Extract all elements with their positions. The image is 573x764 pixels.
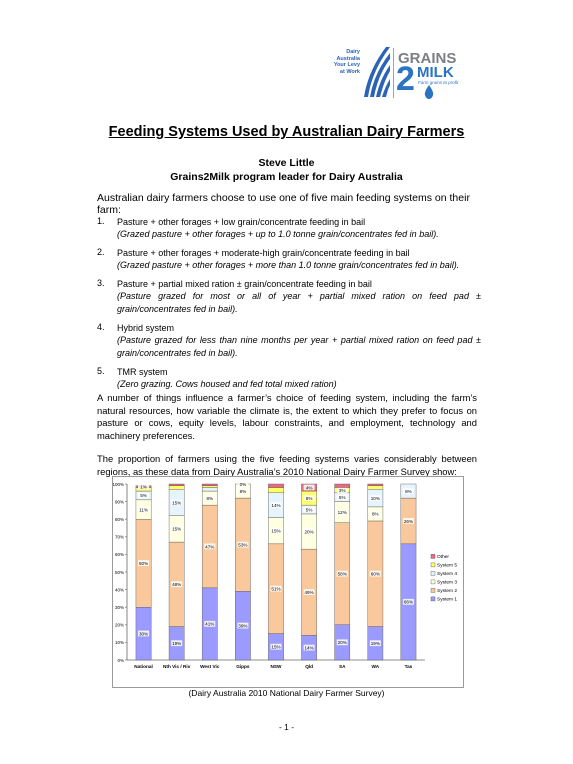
data-label: 20% [337, 640, 347, 646]
list-item [97, 278, 481, 316]
category-label: National [134, 664, 153, 669]
data-label: 0% [239, 481, 247, 487]
logo-line: Your Levy [333, 62, 360, 69]
author-block [0, 156, 573, 184]
bar-segment-other [268, 484, 283, 488]
y-tick-label: 70% [114, 534, 124, 540]
grains2milk-two: 2 [396, 60, 415, 98]
list-item [97, 366, 481, 391]
item-number: 5. [97, 366, 105, 376]
bar-segment-other [169, 484, 184, 486]
intro-text: Australian dairy farmers choose to use one of five main feeding systems on their farm: [97, 192, 470, 216]
data-label: 26% [403, 518, 414, 524]
category-label: Nth Vic / Riv [163, 664, 191, 669]
y-tick-label: 90% [114, 499, 124, 505]
category-label: NSW [270, 664, 282, 669]
bar-segment-system-5 [268, 488, 283, 493]
bar-segment-system-5 [368, 486, 383, 490]
item-label: Pasture + partial mixed ration ± grain/concentrate feeding in bail [117, 279, 372, 289]
page-number: - 1 - [278, 722, 295, 732]
data-label: 30% [138, 631, 149, 637]
data-label: 53% [238, 542, 248, 548]
milk-drop-icon [423, 85, 435, 99]
bar-segment-system-5 [169, 486, 184, 490]
list-item [97, 322, 481, 360]
data-label: 20% [304, 529, 314, 535]
item-description: (Pasture grazed for less than nine months per year + partial mixed ration on feed pad ± grain/concentrates fed in bail). [117, 335, 481, 358]
data-label: 19% [172, 641, 182, 647]
category-label: Gipps [236, 664, 250, 669]
bar-segment-other [202, 484, 217, 486]
grains2milk-tagline: Farm grains to profit [418, 80, 459, 85]
legend-swatch [431, 554, 435, 558]
logo-line: Australia [336, 55, 360, 62]
category-label: Tas [404, 664, 413, 669]
legend-label: Other [437, 555, 449, 560]
y-tick-label: 100% [113, 481, 124, 487]
item-number: 2. [97, 247, 105, 257]
data-label: 14% [304, 645, 314, 651]
category-label: West Vic [200, 664, 220, 669]
data-label: 15% [271, 528, 281, 534]
data-label: 19% [370, 641, 380, 647]
logo-line: Dairy [346, 49, 360, 55]
list-item [97, 247, 481, 272]
data-label: 3% [338, 487, 346, 493]
legend-label: System 1 [437, 597, 457, 603]
data-label: 48% [172, 582, 182, 588]
data-label: 12% [337, 509, 347, 515]
body-paragraph: A number of things influence a farmer’s choice of feeding system, including the farm’s natural resources, how variable the climate is, the extent to which they prefer to focus on pasture or cows, equity levels, labour constraints, and employment, technology and machinery preferences. [97, 392, 477, 441]
item-number: 3. [97, 278, 105, 288]
data-label: 60% [370, 571, 380, 577]
data-label: 5% [140, 493, 147, 499]
bar-segment-other [368, 484, 383, 486]
body-paragraph: The proportion of farmers using the five feeding systems varies considerably between regions, as these data from Dairy Australia’s 2010 National Dairy Farmer Survey show: [97, 453, 477, 477]
legend-swatch [431, 563, 435, 567]
legend-swatch [431, 571, 435, 575]
stacked-bar-chart [112, 476, 464, 688]
item-label: Hybrid system [117, 323, 175, 333]
data-label: 10% [370, 495, 380, 501]
item-description: (Pasture grazed for most or all of year + partial mixed ration on feed pad ± grain/concentrates fed in bail). [117, 291, 481, 314]
item-description: (Grazed pasture + other forages + more than 1.0 tonne grain/concentrates fed in bail). [117, 260, 460, 270]
grains-word: GRAINS [398, 50, 457, 67]
data-label: 50% [138, 561, 149, 566]
data-label: 5% [305, 507, 313, 513]
data-label: 15% [172, 526, 182, 532]
bar-segment-system-4 [202, 488, 217, 492]
bar-segment-other [335, 484, 350, 488]
chart-svg [113, 477, 463, 687]
legend-swatch [431, 580, 435, 584]
legend-label: System 3 [437, 580, 457, 586]
item-description: (Zero grazing. Cows housed and fed total mixed ration) [117, 379, 337, 389]
item-label: TMR system [117, 367, 168, 377]
legend-swatch [431, 588, 435, 592]
item-number: 1. [97, 216, 105, 226]
data-label: 49% [304, 590, 314, 596]
data-label: 8% [405, 488, 412, 494]
feeding-systems-list [97, 216, 481, 397]
item-description: (Grazed pasture + other forages + up to 1.0 tonne grain/concentrates fed in bail). [117, 229, 439, 239]
data-label: 8% [239, 488, 247, 494]
category-label: WA [371, 664, 380, 669]
author-name: Steve Little [258, 157, 315, 169]
category-label: SA [338, 664, 346, 669]
data-label: 8% [206, 495, 214, 501]
data-label: 39% [238, 623, 248, 629]
y-tick-label: 60% [114, 552, 124, 558]
category-label: Qld [305, 664, 314, 669]
author-role: Grains2Milk program leader for Dairy Australia [170, 171, 403, 183]
data-label: 58% [337, 571, 347, 577]
data-label: 15% [172, 500, 182, 506]
dairy-australia-logo-text [326, 49, 360, 75]
legend-label: System 4 [437, 572, 457, 577]
page-title: Feeding Systems Used by Australian Dairy Farmers [108, 124, 465, 140]
y-tick-label: 50% [114, 569, 124, 575]
logo-line: at Work [339, 68, 360, 75]
data-label: 8% [305, 495, 313, 501]
legend-swatch [431, 597, 435, 601]
data-label: 14% [271, 502, 281, 508]
legend-label: System 5 [437, 563, 457, 569]
y-tick-label: 80% [114, 517, 124, 522]
y-tick-label: 40% [114, 587, 124, 593]
data-label: 8% [372, 511, 379, 517]
y-tick-label: 30% [114, 605, 124, 610]
legend-label: System 2 [437, 589, 457, 594]
data-label: 15% [271, 644, 281, 650]
data-label: 41% [205, 621, 215, 627]
milk-word: MILK [417, 64, 454, 81]
item-label: Pasture + other forages + moderate-high grain/concentrate feeding in bail [117, 248, 410, 258]
list-item [97, 216, 481, 241]
data-label: 51% [271, 586, 281, 592]
y-tick-label: 10% [114, 640, 124, 646]
item-label: Pasture + other forages + low grain/concentrate feeding in bail [117, 217, 366, 227]
dairy-australia-logo-icon [360, 45, 390, 97]
data-label: 1% [140, 484, 147, 490]
chart-caption: (Dairy Australia 2010 National Dairy Farmer Survey) [188, 688, 385, 698]
data-label: 47% [205, 544, 215, 550]
y-tick-label: 20% [114, 622, 124, 628]
data-label: 5% [338, 495, 346, 500]
logo-divider [393, 48, 394, 98]
data-label: 66% [403, 599, 414, 605]
data-label: 11% [139, 507, 148, 513]
item-number: 4. [97, 322, 105, 332]
y-tick-label: 0% [117, 657, 124, 663]
data-label: 4% [305, 485, 313, 491]
bar-segment-system-5 [202, 486, 217, 488]
